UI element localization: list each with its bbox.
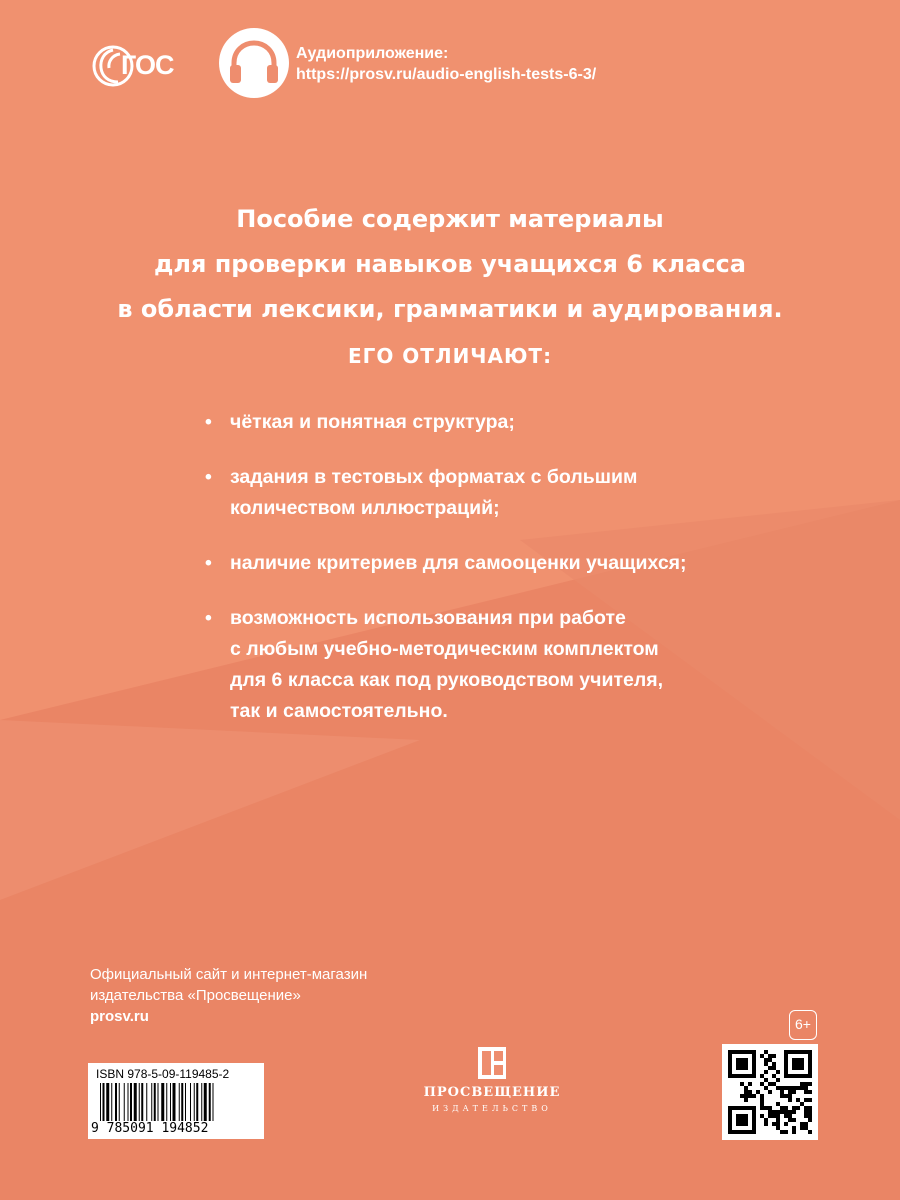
- qr-module: [808, 1082, 812, 1086]
- qr-module: [764, 1086, 768, 1090]
- qr-module: [760, 1074, 764, 1078]
- qr-module: [796, 1106, 800, 1110]
- qr-module: [756, 1090, 760, 1094]
- feature-line: чёткая и понятная структура;: [230, 411, 515, 433]
- qr-module: [792, 1090, 796, 1094]
- qr-module: [804, 1090, 808, 1094]
- qr-module: [772, 1082, 776, 1086]
- barcode-bar: [194, 1083, 195, 1121]
- qr-finder: [736, 1114, 748, 1126]
- qr-module: [788, 1114, 792, 1118]
- qr-module: [808, 1130, 812, 1134]
- qr-module: [788, 1090, 792, 1094]
- qr-module: [740, 1082, 744, 1086]
- qr-finder: [736, 1058, 748, 1070]
- qr-module: [804, 1082, 808, 1086]
- age-rating-badge: 6+: [789, 1010, 817, 1040]
- features-heading: ЕГО ОТЛИЧАЮТ:: [347, 344, 553, 368]
- qr-module: [788, 1094, 792, 1098]
- qr-module: [748, 1082, 752, 1086]
- qr-module: [788, 1118, 792, 1122]
- feature-item: [205, 407, 765, 438]
- qr-module: [784, 1110, 788, 1114]
- bullet-icon: •: [205, 552, 212, 574]
- barcode-bar: [196, 1083, 198, 1121]
- qr-module: [772, 1122, 776, 1126]
- barcode-bars: [100, 1083, 254, 1123]
- feature-line: наличие критериев для самооценки учащихся;: [230, 552, 687, 574]
- qr-module: [772, 1062, 776, 1066]
- intro-line: в области лексики, грамматики и аудирования.: [117, 295, 783, 323]
- qr-module: [788, 1110, 792, 1114]
- qr-module: [808, 1098, 812, 1102]
- qr-module: [804, 1114, 808, 1118]
- qr-module: [792, 1086, 796, 1090]
- qr-module: [768, 1082, 772, 1086]
- qr-module: [796, 1086, 800, 1090]
- qr-module: [808, 1106, 812, 1110]
- qr-module: [744, 1094, 748, 1098]
- qr-module: [760, 1102, 764, 1106]
- barcode-bar: [106, 1083, 109, 1121]
- qr-module: [764, 1058, 768, 1062]
- site-info-line: Официальный сайт и интернет-магазин: [90, 966, 368, 983]
- qr-module: [772, 1054, 776, 1058]
- qr-module: [768, 1058, 772, 1062]
- feature-line: для 6 класса как под руководством учителя,: [230, 669, 664, 691]
- qr-module: [776, 1086, 780, 1090]
- qr-module: [780, 1110, 784, 1114]
- isbn-barcode: [88, 1063, 264, 1139]
- barcode-bar: [103, 1083, 105, 1121]
- qr-module: [776, 1114, 780, 1118]
- qr-module: [780, 1106, 784, 1110]
- qr-module: [764, 1050, 768, 1054]
- barcode-bar: [134, 1083, 137, 1121]
- qr-module: [804, 1106, 808, 1110]
- qr-module: [800, 1086, 804, 1090]
- barcode-bar: [204, 1083, 207, 1121]
- qr-module: [768, 1054, 772, 1058]
- qr-module: [764, 1106, 768, 1110]
- qr-module: [800, 1126, 804, 1130]
- qr-module: [792, 1110, 796, 1114]
- qr-module: [792, 1130, 796, 1134]
- site-url-link[interactable]: prosv.ru: [90, 1008, 149, 1025]
- feature-line: задания в тестовых форматах с большим: [230, 466, 638, 488]
- headphones-icon: [218, 27, 290, 99]
- barcode-bar: [111, 1083, 112, 1121]
- audio-app-url[interactable]: https://prosv.ru/audio-english-tests-6-3/: [296, 66, 597, 83]
- qr-module: [760, 1054, 764, 1058]
- qr-module: [800, 1102, 804, 1106]
- site-info-line: издательства «Просвещение»: [90, 987, 301, 1004]
- barcode-bar: [130, 1083, 132, 1121]
- audio-app-label: Аудиоприложение:: [296, 45, 449, 62]
- qr-module: [760, 1082, 764, 1086]
- qr-module: [760, 1106, 764, 1110]
- barcode-bar: [151, 1083, 152, 1121]
- qr-module: [764, 1078, 768, 1082]
- qr-module: [780, 1090, 784, 1094]
- bullet-icon: •: [205, 411, 212, 433]
- barcode-bar: [190, 1083, 191, 1121]
- qr-module: [772, 1074, 776, 1078]
- barcode-bar: [146, 1083, 147, 1121]
- qr-module: [760, 1114, 764, 1118]
- qr-module: [784, 1106, 788, 1110]
- fgos-logo-text: ГОС: [121, 50, 174, 80]
- barcode-bar: [100, 1083, 101, 1121]
- qr-module: [784, 1130, 788, 1134]
- qr-module: [768, 1106, 772, 1110]
- qr-module: [792, 1106, 796, 1110]
- qr-module: [776, 1122, 780, 1126]
- qr-module: [780, 1130, 784, 1134]
- barcode-digits: 9 785091 194852: [91, 1121, 209, 1136]
- qr-module: [804, 1086, 808, 1090]
- bullet-icon: •: [205, 466, 212, 488]
- qr-module: [776, 1118, 780, 1122]
- bullet-icon: •: [205, 607, 212, 629]
- qr-module: [744, 1086, 748, 1090]
- feature-line: с любым учебно-методическим комплектом: [230, 638, 659, 660]
- qr-module: [748, 1094, 752, 1098]
- qr-module: [780, 1094, 784, 1098]
- qr-module: [788, 1086, 792, 1090]
- qr-module: [772, 1114, 776, 1118]
- barcode-bar: [124, 1083, 125, 1121]
- barcode-bar: [201, 1083, 202, 1121]
- barcode-bar: [139, 1083, 140, 1121]
- intro-line: для проверки навыков учащихся 6 класса: [154, 250, 746, 278]
- qr-module: [776, 1126, 780, 1130]
- barcode-bar: [209, 1083, 211, 1121]
- qr-module: [768, 1114, 772, 1118]
- qr-module: [752, 1094, 756, 1098]
- qr-module: [792, 1118, 796, 1122]
- publisher-subtitle: ИЗДАТЕЛЬСТВО: [432, 1104, 552, 1113]
- qr-module: [776, 1102, 780, 1106]
- qr-module: [768, 1090, 772, 1094]
- barcode-bar: [213, 1083, 214, 1121]
- qr-module: [764, 1118, 768, 1122]
- qr-module: [772, 1110, 776, 1114]
- qr-module: [804, 1126, 808, 1130]
- qr-module: [772, 1066, 776, 1070]
- features-list: [205, 407, 765, 751]
- barcode-bar: [119, 1083, 120, 1121]
- barcode-bar: [141, 1083, 143, 1121]
- feature-item: [205, 462, 765, 524]
- qr-module: [740, 1094, 744, 1098]
- qr-module: [748, 1090, 752, 1094]
- intro-text: [100, 197, 800, 332]
- barcode-bar: [158, 1083, 159, 1121]
- qr-module: [804, 1098, 808, 1102]
- feature-item: [205, 603, 765, 727]
- qr-module: [764, 1122, 768, 1126]
- barcode-bar: [170, 1083, 171, 1121]
- barcode-bar: [166, 1083, 167, 1121]
- qr-module: [764, 1070, 768, 1074]
- qr-module: [784, 1086, 788, 1090]
- qr-module: [776, 1110, 780, 1114]
- qr-module: [780, 1086, 784, 1090]
- feature-line: количеством иллюстраций;: [230, 497, 500, 519]
- qr-module: [804, 1122, 808, 1126]
- isbn-label: ISBN 978-5-09-119485-2: [96, 1067, 230, 1081]
- publisher-name: ПРОСВЕЩЕНИЕ: [423, 1085, 561, 1100]
- qr-module: [796, 1098, 800, 1102]
- qr-module: [744, 1098, 748, 1102]
- barcode-bar: [181, 1083, 183, 1121]
- qr-module: [800, 1082, 804, 1086]
- barcode-bar: [154, 1083, 156, 1121]
- publisher-site-info: [90, 964, 367, 1027]
- qr-code-icon[interactable]: [722, 1044, 818, 1140]
- qr-module: [776, 1070, 780, 1074]
- intro-line: Пособие содержит материалы: [236, 205, 664, 233]
- qr-module: [764, 1062, 768, 1066]
- qr-module: [808, 1118, 812, 1122]
- barcode-bar: [128, 1083, 129, 1121]
- qr-module: [804, 1110, 808, 1114]
- qr-module: [808, 1114, 812, 1118]
- qr-module: [784, 1094, 788, 1098]
- qr-module: [744, 1090, 748, 1094]
- qr-module: [768, 1110, 772, 1114]
- qr-module: [784, 1114, 788, 1118]
- qr-finder: [792, 1058, 804, 1070]
- qr-module: [768, 1066, 772, 1070]
- barcode-bar: [173, 1083, 176, 1121]
- qr-module: [760, 1098, 764, 1102]
- qr-module: [760, 1094, 764, 1098]
- qr-module: [808, 1090, 812, 1094]
- barcode-bar: [115, 1083, 117, 1121]
- feature-line: так и самостоятельно.: [230, 700, 448, 722]
- qr-code-pattern: [722, 1044, 818, 1140]
- qr-module: [776, 1078, 780, 1082]
- qr-module: [784, 1122, 788, 1126]
- qr-module: [808, 1110, 812, 1114]
- qr-module: [800, 1122, 804, 1126]
- feature-item: [205, 548, 765, 579]
- barcode-bar: [179, 1083, 180, 1121]
- qr-module: [792, 1126, 796, 1130]
- barcode-bar: [161, 1083, 164, 1121]
- barcode-bar: [185, 1083, 186, 1121]
- qr-module: [788, 1098, 792, 1102]
- feature-line: возможность использования при работе: [230, 607, 626, 629]
